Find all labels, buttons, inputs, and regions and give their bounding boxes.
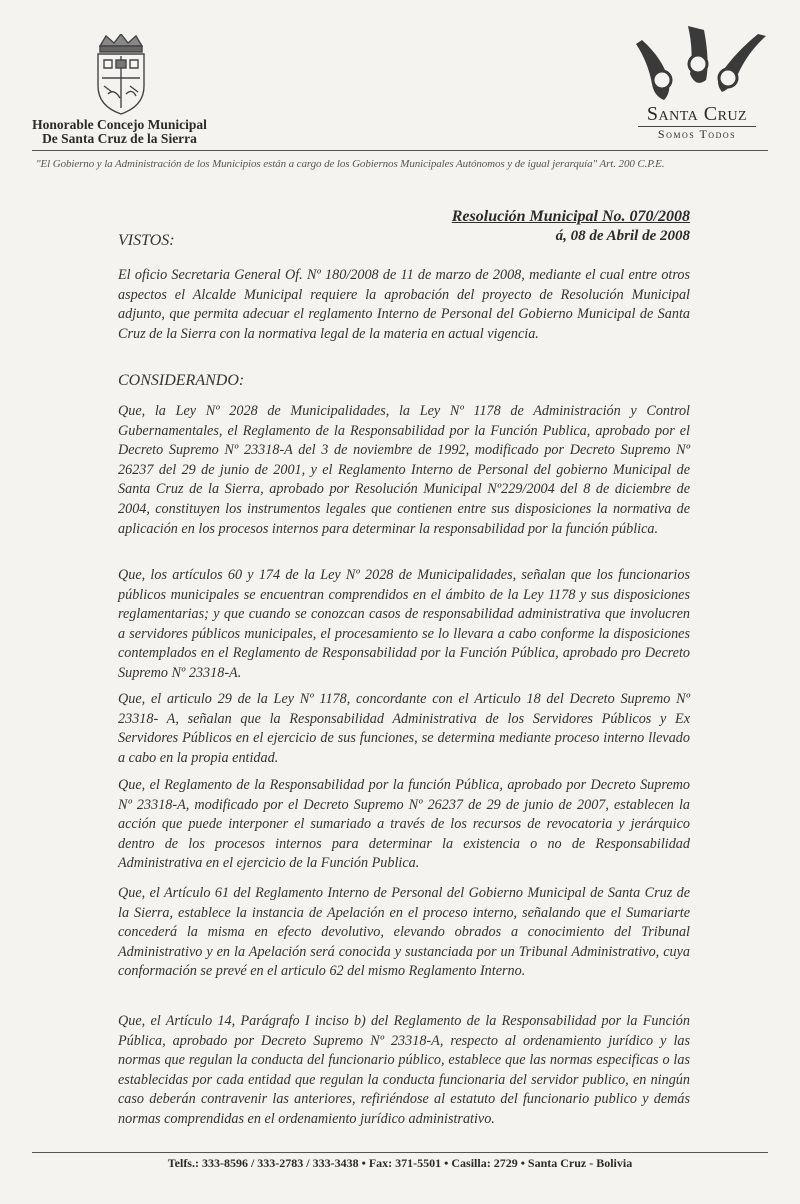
- resolution-date: á, 08 de Abril de 2008: [555, 228, 690, 244]
- considerando-paragraph-5: Que, el Artículo 61 del Reglamento Interno de Personal del Gobierno Municipal de Santa Cruz de la Sierra, establece la instancia de Apelación en el proceso interno, señalando que el Sumariarte concederá la misma en efecto devolutivo, elevando obrados a conocimiento del Tribunal Administrativo y en la Apelación será conocida y sustanciada por un Tribunal Administrativo, cuya conformación se prevé en el articulo 62 del mismo Reglamento Interno.: [118, 885, 690, 980]
- considerando-paragraph-4: Que, el Reglamento de la Responsabilidad por la función Pública, aprobado por Decreto Supremo Nº 23318-A, modificado por el Decreto Supremo Nº 26237 de 29 de junio de 2007, establecen la acción que puede interponer el sumariado a través de los recursos de revocatoria y jerárquico dentro de los procesos internos para determinar la existencia o no de Responsabilidad Administrativa en el ejercicio de la Función Publica.: [118, 777, 690, 872]
- brand-name: Santa Cruz: [646, 103, 748, 125]
- municipal-crest-emblem: [86, 34, 156, 116]
- considerando-paragraph-2: Que, los artículos 60 y 174 de la Ley Nº 2028 de Municipalidades, señalan que los funcionarios públicos municipales se encuentran comprendidos en el ámbito de la Ley 1178 y sus disposiciones reglamentarias; y que cuando se conozcan casos de responsabilidad administrativa que involucren a servidores públicos municipales, el procesamiento se lo llevara a cabo conforme la disposiciones contemplados en el Reglamento de Responsabilidad por la Función Pública, aprobado pro Decreto Supremo Nº 23318-A.: [118, 567, 690, 681]
- header-divider: [32, 150, 768, 151]
- brand-tagline: Somos Todos: [638, 126, 756, 141]
- brand-block: [632, 103, 762, 141]
- vistos-heading: VISTOS:: [118, 232, 175, 249]
- considerando-paragraph-6: Que, el Artículo 14, Parágrafo I inciso b) del Reglamento de la Responsabilidad por la Función Pública, aprobado por Decreto Supremo Nº 23318-A, respecto al ordenamiento jurídico y las normas que regulan la conducta del funcionario público, establece que las normas especificas o las establecidas por cada entidad que regulan la conducta funcionaria del servidor publico, en ningún caso deberán contravenir las anteriores, refiriéndose al estatuto del funcionario publico y demás normas comprendidas en el ordenamiento jurídico administrativo.: [118, 1013, 690, 1127]
- vistos-paragraph: El oficio Secretaria General Of. Nº 180/2008 de 11 de marzo de 2008, mediante el cual entre otros aspectos el Alcalde Municipal requiere la aprobación del proyecto de Resolución Municipal adjunto, que permita adecuar el reglamento Interno de Personal del Gobierno Municipal de Santa Cruz de la Sierra con la normativa legal de la materia en actual vigencia.: [118, 267, 690, 342]
- considerando-paragraph-1: Que, la Ley Nº 2028 de Municipalidades, la Ley Nº 1178 de Administración y Control Gubernamentales, el Reglamento de la Responsabilidad por la Función Publica, aprobado por el Decreto Supremo Nº 23318-A del 3 de noviembre de 1992, modificado por Decreto Supremo Nº 26237 del 29 de junio de 2001, y el Reglamento Interno de Personal del gobierno Municipal de Santa Cruz de la Sierra, aprobado por Resolución Municipal Nº229/2004 del 8 de diciembre de 2004, constituyen los instrumentos legales que contienen entre sus disposiciones la normativa de aplicación en los procesos internos para determinar la responsabilidad por la función pública.: [118, 403, 690, 537]
- council-name-line2: De Santa Cruz de la Sierra: [42, 131, 197, 146]
- council-name-line1: Honorable Concejo Municipal: [32, 117, 207, 132]
- council-name: [32, 118, 207, 146]
- considerando-heading: CONSIDERANDO:: [118, 372, 245, 389]
- resolution-title: [360, 208, 690, 226]
- considerando-paragraph-3: Que, el articulo 29 de la Ley Nº 1178, concordante con el Articulo 18 del Decreto Supremo Nº 23318- A, señalan que la Responsabilidad Administrativa de los Servidores Públicos y Ex Servidores Públicos en el ejercicio de sus funciones, se determina mediante proceso interno llevado a cabo en la propia entidad.: [118, 691, 690, 766]
- constitution-quote: "El Gobierno y la Administración de los Municipios están a cargo de los Gobiernos Municipales Autónomos y de igual jerarquía" Art. 200 C.P.E.: [36, 158, 665, 170]
- footer-contact: Telfs.: 333-8596 / 333-2783 / 333-3438 • Fax: 371-5501 • Casilla: 2729 • Santa Cruz - Bolivia: [167, 1156, 633, 1170]
- resolution-title-text: Resolución Municipal No. 070/2008: [451, 208, 690, 225]
- footer-divider: [32, 1152, 768, 1153]
